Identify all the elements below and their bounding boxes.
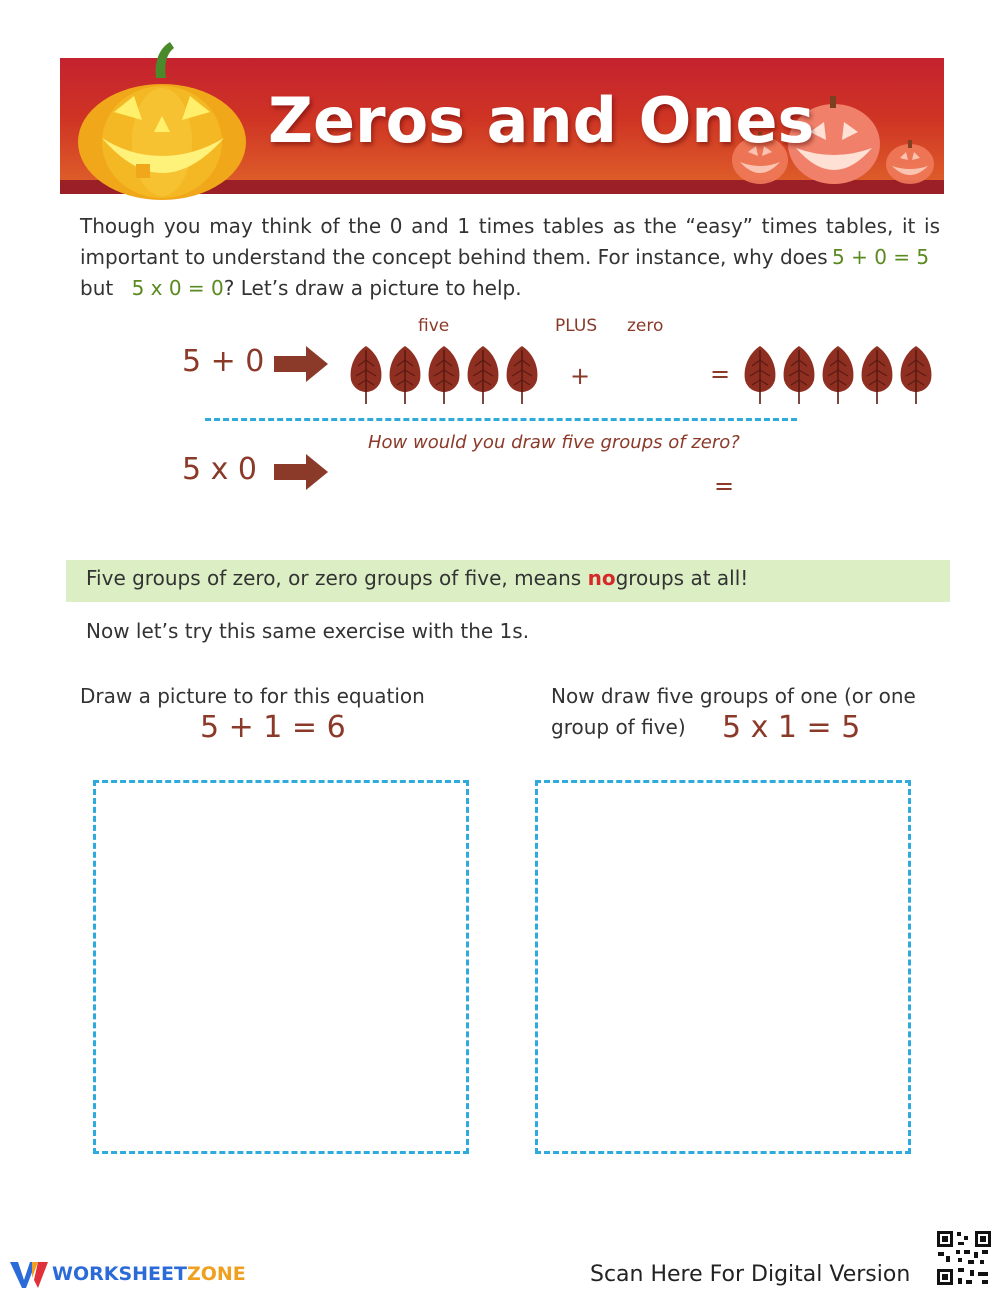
exercise-right-prompt-line-1: Now draw five groups of one (or one bbox=[551, 684, 916, 708]
intro-line-3-end: ? Let’s draw a picture to help. bbox=[223, 276, 522, 300]
logo-text-zone: ZONE bbox=[186, 1263, 246, 1285]
equals-sign-multiplication: = bbox=[714, 472, 735, 500]
intro-line-3 bbox=[80, 273, 522, 304]
arrow-right-icon bbox=[272, 452, 330, 492]
leaf-icon bbox=[387, 344, 423, 406]
dashed-divider bbox=[205, 418, 797, 421]
exercise-right-prompt-line-2: group of five) bbox=[551, 715, 686, 739]
leaf-group-left bbox=[348, 344, 548, 406]
leaf-group-right bbox=[742, 344, 942, 406]
jack-o-lantern-icon bbox=[74, 38, 250, 200]
worksheetzone-logo-icon bbox=[8, 1258, 50, 1290]
page-title: Zeros and Ones bbox=[268, 84, 815, 157]
label-plus: PLUS bbox=[555, 316, 598, 336]
intro-equation-addition: 5 + 0 = 5 bbox=[832, 245, 930, 269]
note-text-start: Five groups of zero, or zero groups of five, means bbox=[86, 566, 582, 590]
intro-line-2 bbox=[80, 242, 828, 273]
leaf-icon bbox=[859, 344, 895, 406]
try-ones-text: Now let’s try this same exercise with the 1s. bbox=[86, 619, 530, 643]
leaf-icon bbox=[820, 344, 856, 406]
leaf-icon bbox=[781, 344, 817, 406]
qr-code-icon[interactable] bbox=[934, 1228, 994, 1288]
label-five: five bbox=[418, 316, 450, 336]
logo-text-worksheet: WORKSHEET bbox=[52, 1263, 187, 1285]
intro-line-2-text: important to understand the concept behind them. For instance, why does bbox=[80, 245, 828, 269]
worksheetzone-logo[interactable] bbox=[52, 1263, 246, 1285]
intro-equation-multiplication: 5 x 0 = 0 bbox=[131, 276, 224, 300]
equals-sign-addition: = bbox=[710, 360, 731, 388]
label-zero: zero bbox=[627, 316, 664, 336]
exercise-left-equation: 5 + 1 = 6 bbox=[200, 710, 346, 745]
drawing-box-right[interactable] bbox=[535, 780, 911, 1154]
leaf-icon bbox=[426, 344, 462, 406]
addition-equation: 5 + 0 bbox=[182, 344, 265, 379]
leaf-icon bbox=[465, 344, 501, 406]
leaf-icon bbox=[504, 344, 540, 406]
note-text-end: groups at all! bbox=[615, 566, 749, 590]
scan-text: Scan Here For Digital Version bbox=[590, 1262, 911, 1287]
intro-line-1: Though you may think of the 0 and 1 times tables as the “easy” times tables, it is bbox=[80, 214, 940, 238]
drawing-box-left[interactable] bbox=[93, 780, 469, 1154]
leaf-icon bbox=[898, 344, 934, 406]
leaf-icon bbox=[348, 344, 384, 406]
intro-line-3-start: but bbox=[80, 276, 114, 300]
note-highlight: no bbox=[587, 566, 616, 590]
exercise-right-equation: 5 x 1 = 5 bbox=[722, 710, 861, 745]
note-text bbox=[86, 566, 748, 590]
multiplication-question: How would you draw five groups of zero? bbox=[368, 432, 740, 453]
arrow-right-icon bbox=[272, 344, 330, 384]
plus-sign: + bbox=[570, 362, 591, 390]
exercise-left-prompt: Draw a picture to for this equation bbox=[80, 684, 425, 708]
multiplication-equation: 5 x 0 bbox=[182, 452, 257, 487]
leaf-icon bbox=[742, 344, 778, 406]
